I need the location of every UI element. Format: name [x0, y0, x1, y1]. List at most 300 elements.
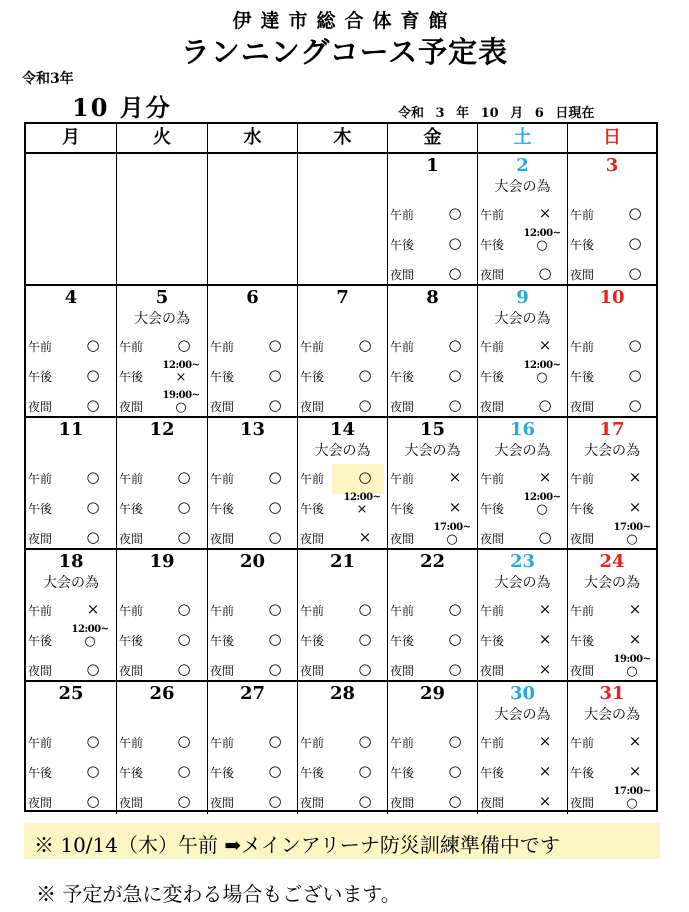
slot-label: 午前: [210, 604, 235, 618]
time-slot: [208, 728, 297, 758]
time-slot: [117, 758, 207, 788]
time-slot: [298, 362, 387, 392]
available-mark: ○: [86, 366, 100, 384]
unavailable-mark: ×: [628, 468, 642, 486]
time-slot: [478, 332, 567, 362]
slot-label: 午前: [119, 736, 144, 750]
slot-label: 午前: [390, 208, 415, 222]
slot-label: 夜間: [480, 796, 505, 810]
time-slot: [388, 788, 477, 818]
day-number: 4: [64, 287, 78, 308]
day-number: 16: [509, 419, 536, 440]
day-cell: [478, 682, 568, 814]
slot-label: 午前: [480, 472, 505, 486]
time-slot: [388, 200, 477, 230]
day-number: 21: [329, 551, 356, 572]
slot-label: 午後: [210, 370, 235, 384]
time-slot: [208, 626, 297, 656]
time-slot: [208, 788, 297, 818]
available-mark: ○: [538, 396, 552, 414]
event-note: 大会の為: [584, 443, 640, 459]
available-mark: ○: [268, 762, 282, 780]
unavailable-mark: ×: [538, 600, 552, 618]
available-mark: ○: [86, 336, 100, 354]
unavailable-mark: ×: [86, 600, 100, 618]
slot-label: 夜間: [300, 400, 325, 414]
day-number: 23: [509, 551, 536, 572]
available-mark: ○: [446, 532, 458, 547]
available-mark: ○: [628, 366, 642, 384]
time-slot: [388, 596, 477, 626]
empty-day-cell: [208, 154, 298, 286]
slot-label: 午後: [480, 766, 505, 780]
day-number: 30: [509, 683, 536, 704]
time-slot: [568, 626, 656, 656]
available-mark: ○: [448, 600, 462, 618]
available-mark: ○: [268, 630, 282, 648]
weekday-header: 火: [117, 124, 208, 154]
available-mark: ○: [448, 396, 462, 414]
weekday-header: 水: [208, 124, 298, 154]
available-mark: ○: [628, 204, 642, 222]
slot-label: 午後: [570, 766, 595, 780]
unavailable-mark: ×: [356, 502, 368, 517]
day-cell: [478, 154, 568, 286]
available-mark: ○: [628, 336, 642, 354]
slot-label: 午後: [300, 766, 325, 780]
time-slot: [208, 758, 297, 788]
day-cell: [388, 550, 478, 682]
available-mark: ○: [626, 796, 638, 811]
slot-label: 夜間: [28, 664, 53, 678]
day-cell: [26, 550, 117, 682]
time-slot: [117, 728, 207, 758]
slot-label: 午前: [300, 736, 325, 750]
time-slot: [478, 758, 567, 788]
slot-label: 夜間: [480, 664, 505, 678]
time-slot: [478, 626, 567, 656]
slot-label: 午前: [570, 208, 595, 222]
time-slot: [298, 464, 387, 494]
available-mark: ○: [448, 366, 462, 384]
slot-label: 午後: [28, 634, 53, 648]
weekday-header: 金: [388, 124, 478, 154]
available-mark: ○: [177, 792, 191, 810]
slot-label: 夜間: [119, 664, 144, 678]
unavailable-mark: ×: [538, 660, 552, 678]
slot-label: 夜間: [210, 664, 235, 678]
slot-label: 夜間: [390, 532, 415, 546]
slot-label: 午前: [28, 604, 53, 618]
empty-day-cell: [298, 154, 388, 286]
slot-label: 午前: [480, 208, 505, 222]
slot-start-time: 12:00~: [343, 492, 381, 503]
slot-label: 夜間: [390, 796, 415, 810]
day-cell: [388, 682, 478, 814]
slot-label: 午前: [119, 472, 144, 486]
event-note: 大会の為: [584, 707, 640, 723]
available-mark: ○: [177, 468, 191, 486]
time-slot: [388, 728, 477, 758]
day-cell: [568, 682, 656, 814]
time-slot: [388, 626, 477, 656]
slot-label: 午後: [119, 502, 144, 516]
slot-label: 午後: [570, 634, 595, 648]
time-slot: [298, 758, 387, 788]
slot-label: 午後: [390, 370, 415, 384]
time-slot: [117, 464, 207, 494]
slot-label: 夜間: [119, 796, 144, 810]
time-slot: [478, 362, 567, 392]
slot-label: 午後: [210, 502, 235, 516]
slot-label: 午前: [570, 340, 595, 354]
slot-label: 午前: [210, 340, 235, 354]
slot-label: 午後: [390, 238, 415, 252]
slot-label: 午前: [480, 604, 505, 618]
slot-label: 午前: [119, 340, 144, 354]
unavailable-mark: ×: [628, 630, 642, 648]
available-mark: ○: [536, 370, 548, 385]
time-slot: [568, 362, 656, 392]
slot-label: 午前: [480, 736, 505, 750]
day-cell: [117, 418, 208, 550]
time-slot: [298, 788, 387, 818]
day-cell: [208, 418, 298, 550]
slot-label: 夜間: [570, 796, 595, 810]
day-cell: [298, 286, 388, 418]
available-mark: ○: [268, 732, 282, 750]
slot-label: 午前: [570, 736, 595, 750]
day-number: 29: [419, 683, 446, 704]
time-slot: [478, 788, 567, 818]
slot-label: 夜間: [570, 664, 595, 678]
event-note: 大会の為: [494, 443, 551, 459]
available-mark: ○: [358, 630, 372, 648]
unavailable-mark: ×: [628, 498, 642, 516]
available-mark: ○: [177, 660, 191, 678]
time-slot: [26, 728, 116, 758]
time-slot: [478, 230, 567, 260]
time-slot: [26, 362, 116, 392]
unavailable-mark: ×: [175, 370, 187, 385]
slot-label: 午後: [300, 502, 325, 516]
day-number: 14: [329, 419, 356, 440]
schedule-calendar: [24, 122, 658, 812]
highlighted-notice: [24, 823, 660, 859]
day-cell: [478, 550, 568, 682]
time-slot: [208, 362, 297, 392]
available-mark: ○: [628, 396, 642, 414]
time-slot: [208, 596, 297, 626]
slot-label: 夜間: [28, 400, 53, 414]
time-slot: [568, 494, 656, 524]
slot-start-time: 12:00~: [71, 624, 109, 635]
slot-label: 夜間: [300, 796, 325, 810]
slot-start-time: 17:00~: [613, 522, 651, 533]
available-mark: ○: [86, 396, 100, 414]
available-mark: ○: [626, 532, 638, 547]
available-mark: ○: [358, 792, 372, 810]
available-mark: ○: [448, 234, 462, 252]
time-slot: [478, 596, 567, 626]
time-slot: [208, 332, 297, 362]
slot-label: 午後: [390, 634, 415, 648]
event-note: 大会の為: [43, 575, 99, 591]
slot-start-time: 19:00~: [613, 654, 651, 665]
day-number: 15: [419, 419, 446, 440]
day-cell: [478, 418, 568, 550]
time-slot: [26, 626, 116, 656]
weekday-header: 月: [26, 124, 117, 154]
era-year: 令和3年: [22, 71, 74, 87]
available-mark: ○: [448, 630, 462, 648]
time-slot: [26, 788, 116, 818]
available-mark: ○: [358, 600, 372, 618]
slot-label: 夜間: [210, 400, 235, 414]
slot-label: 夜間: [570, 268, 595, 282]
slot-label: 午前: [119, 604, 144, 618]
day-cell: [298, 682, 388, 814]
time-slot: [26, 494, 116, 524]
day-cell: [26, 682, 117, 814]
available-mark: ○: [268, 396, 282, 414]
day-number: 7: [336, 287, 349, 308]
slot-label: 午後: [28, 370, 53, 384]
slot-label: 午前: [28, 472, 53, 486]
time-slot: [298, 332, 387, 362]
slot-label: 午後: [480, 370, 505, 384]
time-slot: [388, 362, 477, 392]
day-number: 12: [149, 419, 175, 440]
time-slot: [117, 332, 207, 362]
time-slot: [388, 758, 477, 788]
slot-start-time: 12:00~: [162, 360, 200, 371]
available-mark: ○: [628, 234, 642, 252]
slot-start-time: 17:00~: [433, 522, 471, 533]
available-mark: ○: [177, 600, 191, 618]
time-slot: [117, 494, 207, 524]
slot-label: 夜間: [390, 664, 415, 678]
slot-label: 夜間: [28, 796, 53, 810]
available-mark: ○: [268, 498, 282, 516]
available-mark: ○: [177, 336, 191, 354]
event-note: 大会の為: [314, 443, 371, 459]
day-cell: [26, 286, 117, 418]
time-slot: [388, 494, 477, 524]
available-mark: ○: [268, 600, 282, 618]
month-label: 10 月分: [72, 93, 172, 122]
slot-label: 午前: [210, 472, 235, 486]
day-cell: [388, 418, 478, 550]
slot-label: 夜間: [300, 664, 325, 678]
slot-label: 午前: [480, 340, 505, 354]
slot-label: 午後: [300, 370, 325, 384]
available-mark: ○: [268, 468, 282, 486]
slot-label: 午前: [300, 604, 325, 618]
available-mark: ○: [448, 762, 462, 780]
available-mark: ○: [86, 660, 100, 678]
day-number: 13: [239, 419, 266, 440]
slot-label: 午後: [28, 502, 53, 516]
day-cell: [208, 682, 298, 814]
day-number: 22: [419, 551, 446, 572]
time-slot: [568, 230, 656, 260]
unavailable-mark: ×: [628, 762, 642, 780]
time-slot: [26, 758, 116, 788]
time-slot: [568, 788, 656, 818]
event-note: 大会の為: [494, 707, 551, 723]
event-note: 大会の為: [584, 575, 640, 591]
slot-label: 夜間: [390, 268, 415, 282]
slot-label: 午後: [480, 238, 505, 252]
slot-label: 午前: [390, 340, 415, 354]
event-note: 大会の為: [134, 311, 190, 327]
event-note: 大会の為: [404, 443, 461, 459]
slot-label: 夜間: [570, 400, 595, 414]
slot-label: 午前: [390, 604, 415, 618]
available-mark: ○: [448, 204, 462, 222]
day-number: 10: [599, 287, 625, 308]
slot-label: 夜間: [570, 532, 595, 546]
unavailable-mark: ×: [538, 732, 552, 750]
available-mark: ○: [448, 264, 462, 282]
available-mark: ○: [448, 660, 462, 678]
time-slot: [388, 332, 477, 362]
unavailable-mark: ×: [628, 732, 642, 750]
available-mark: ○: [448, 792, 462, 810]
available-mark: ○: [86, 528, 100, 546]
day-number: 17: [599, 419, 625, 440]
unavailable-mark: ×: [538, 630, 552, 648]
available-mark: ○: [358, 468, 372, 486]
slot-label: 午後: [570, 238, 595, 252]
time-slot: [568, 332, 656, 362]
day-number: 9: [516, 287, 529, 308]
available-mark: ○: [177, 528, 191, 546]
slot-label: 夜間: [390, 400, 415, 414]
slot-label: 午後: [390, 766, 415, 780]
day-number: 5: [155, 287, 169, 308]
time-slot: [478, 494, 567, 524]
unavailable-mark: ×: [538, 792, 552, 810]
available-mark: ○: [177, 498, 191, 516]
available-mark: ○: [628, 264, 642, 282]
unavailable-mark: ×: [358, 528, 372, 546]
time-slot: [478, 200, 567, 230]
time-slot: [568, 728, 656, 758]
day-cell: [568, 286, 656, 418]
unavailable-mark: ×: [448, 468, 462, 486]
unavailable-mark: ×: [538, 762, 552, 780]
unavailable-mark: ×: [628, 600, 642, 618]
available-mark: ○: [177, 630, 191, 648]
day-cell: [568, 154, 656, 286]
available-mark: ○: [86, 762, 100, 780]
time-slot: [117, 596, 207, 626]
slot-start-time: 19:00~: [162, 390, 200, 401]
time-slot: [26, 596, 116, 626]
slot-label: 午前: [28, 736, 53, 750]
day-number: 24: [599, 551, 625, 572]
available-mark: ○: [177, 732, 191, 750]
time-slot: [568, 596, 656, 626]
day-cell: [117, 286, 208, 418]
day-number: 6: [246, 287, 259, 308]
day-number: 19: [149, 551, 175, 572]
slot-label: 午後: [210, 766, 235, 780]
day-cell: [117, 682, 208, 814]
day-cell: [478, 286, 568, 418]
time-slot: [208, 494, 297, 524]
day-cell: [388, 286, 478, 418]
slot-label: 午前: [300, 340, 325, 354]
day-cell: [298, 550, 388, 682]
unavailable-mark: ×: [538, 468, 552, 486]
day-number: 8: [426, 287, 439, 308]
event-note: 大会の為: [494, 311, 551, 327]
time-slot: [568, 200, 656, 230]
event-note: 大会の為: [494, 179, 551, 195]
time-slot: [478, 464, 567, 494]
weekday-header: 日: [568, 124, 656, 154]
page-title: ランニングコース予定表: [180, 35, 509, 69]
available-mark: ○: [536, 238, 548, 253]
available-mark: ○: [86, 792, 100, 810]
day-cell: [208, 286, 298, 418]
day-number: 2: [516, 155, 529, 176]
slot-label: 午前: [570, 604, 595, 618]
day-number: 26: [149, 683, 175, 704]
time-slot: [568, 464, 656, 494]
available-mark: ○: [268, 660, 282, 678]
change-notice: ※ 予定が急に変わる場合もございます。: [36, 882, 401, 906]
day-number: 1: [426, 155, 439, 176]
empty-day-cell: [117, 154, 208, 286]
unavailable-mark: ×: [448, 498, 462, 516]
day-number: 3: [605, 155, 619, 176]
weekday-header: 木: [298, 124, 388, 154]
available-mark: ○: [358, 366, 372, 384]
notice-text: ※ 10/14（木）午前 ➡メインアリーナ防災訓練準備中です: [34, 833, 560, 857]
available-mark: ○: [448, 732, 462, 750]
day-cell: [568, 550, 656, 682]
available-mark: ○: [268, 792, 282, 810]
slot-label: 午後: [390, 502, 415, 516]
slot-label: 夜間: [480, 400, 505, 414]
slot-label: 午前: [390, 736, 415, 750]
as-of-date: 令和 3 年 10 月 6 日現在: [398, 106, 595, 121]
slot-label: 午前: [28, 340, 53, 354]
time-slot: [117, 362, 207, 392]
time-slot: [26, 464, 116, 494]
slot-label: 午後: [210, 634, 235, 648]
slot-start-time: 17:00~: [613, 786, 651, 797]
time-slot: [388, 464, 477, 494]
available-mark: ○: [536, 502, 548, 517]
day-number: 20: [239, 551, 266, 572]
available-mark: ○: [86, 468, 100, 486]
available-mark: ○: [86, 732, 100, 750]
day-cell: [117, 550, 208, 682]
slot-label: 夜間: [210, 796, 235, 810]
available-mark: ○: [538, 264, 552, 282]
available-mark: ○: [84, 634, 96, 649]
slot-label: 午前: [390, 472, 415, 486]
slot-label: 午後: [119, 766, 144, 780]
available-mark: ○: [358, 396, 372, 414]
unavailable-mark: ×: [538, 336, 552, 354]
time-slot: [208, 464, 297, 494]
